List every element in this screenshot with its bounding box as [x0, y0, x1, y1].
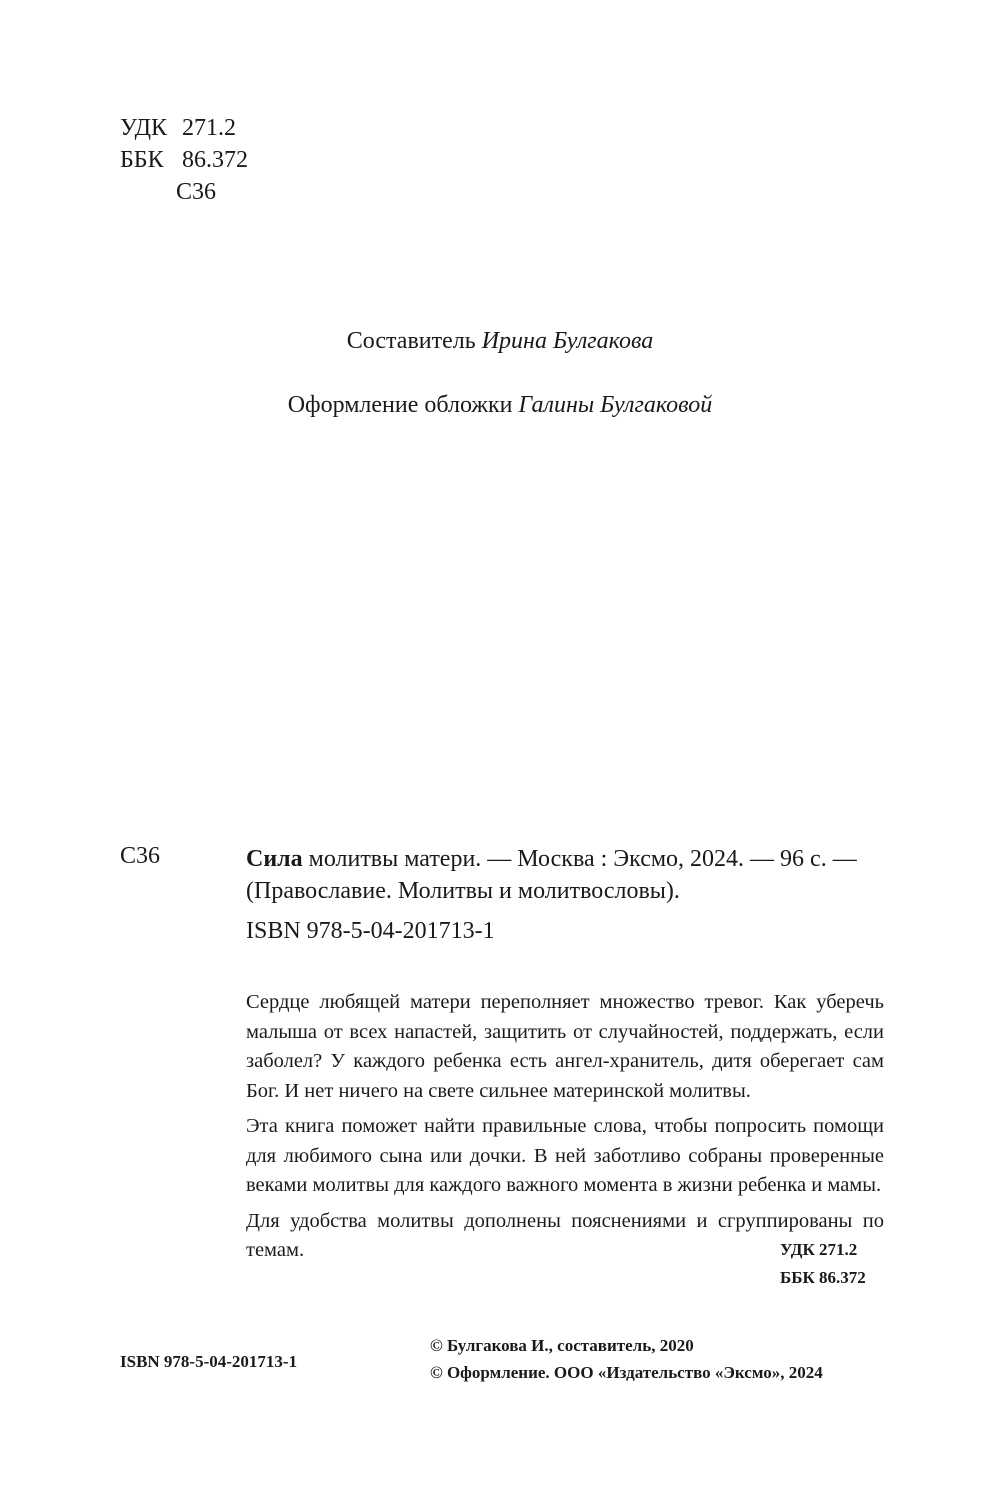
compiler-credit: [0, 328, 1000, 355]
footer-classification: [780, 1236, 866, 1292]
copyright-design: © Оформление. ООО «Издательство «Эксмо», 2024: [430, 1363, 823, 1382]
cover-role: Оформление обложки: [287, 392, 513, 418]
udk-row: [120, 112, 248, 144]
compiler-role: Составитель: [346, 328, 476, 354]
annotation-paragraph: Эта книга поможет найти правильные слова, чтобы попросить помощи для любимого сына или дочки. В ней заботливо собраны проверенные веками молитвы для каждого важного момента в жизни ребенка и мамы.: [246, 1115, 884, 1196]
footer-isbn: ISBN 978-5-04-201713-1: [120, 1352, 298, 1371]
catalog-code: С36: [120, 843, 161, 869]
copyright-compiler: © Булгакова И., составитель, 2020: [430, 1336, 694, 1355]
annotation: [246, 988, 884, 1272]
catalog-title-rest: молитвы матери. — Москва : Эксмо, 2024. — 96 с. — (Православие. Молитвы и молитвословы).: [246, 846, 857, 904]
bbk-row: [120, 144, 248, 176]
author-sign: С36: [176, 179, 217, 205]
cover-designer-name: Галины Булгаковой: [518, 392, 713, 418]
bbk-value: 86.372: [182, 147, 248, 173]
footer-udk: УДК 271.2: [780, 1240, 858, 1259]
catalog-entry: [246, 843, 886, 907]
udk-label: УДК: [120, 115, 167, 141]
annotation-paragraph: Сердце любящей матери переполняет множество тревог. Как уберечь малыша от всех напастей, защитить от случайностей, поддержать, если заболел? У каждого ребенка есть ангел-хранитель, дитя оберегает сам Бог. И нет ничего на свете сильнее материнской молитвы.: [246, 991, 884, 1102]
catalog-isbn: ISBN 978-5-04-201713-1: [246, 918, 495, 944]
catalog-title-bold: Сила: [246, 846, 303, 872]
compiler-name: Ирина Булгакова: [481, 328, 654, 354]
footer-bbk: ББК 86.372: [780, 1268, 866, 1287]
udk-value: 271.2: [182, 115, 236, 141]
classification-codes: [120, 112, 248, 208]
copyright-block: [430, 1332, 823, 1386]
bbk-label: ББК: [120, 147, 164, 173]
annotation-paragraph: Для удобства молитвы дополнены пояснениями и сгруппированы по темам.: [246, 1209, 884, 1261]
cover-credit: [0, 392, 1000, 419]
